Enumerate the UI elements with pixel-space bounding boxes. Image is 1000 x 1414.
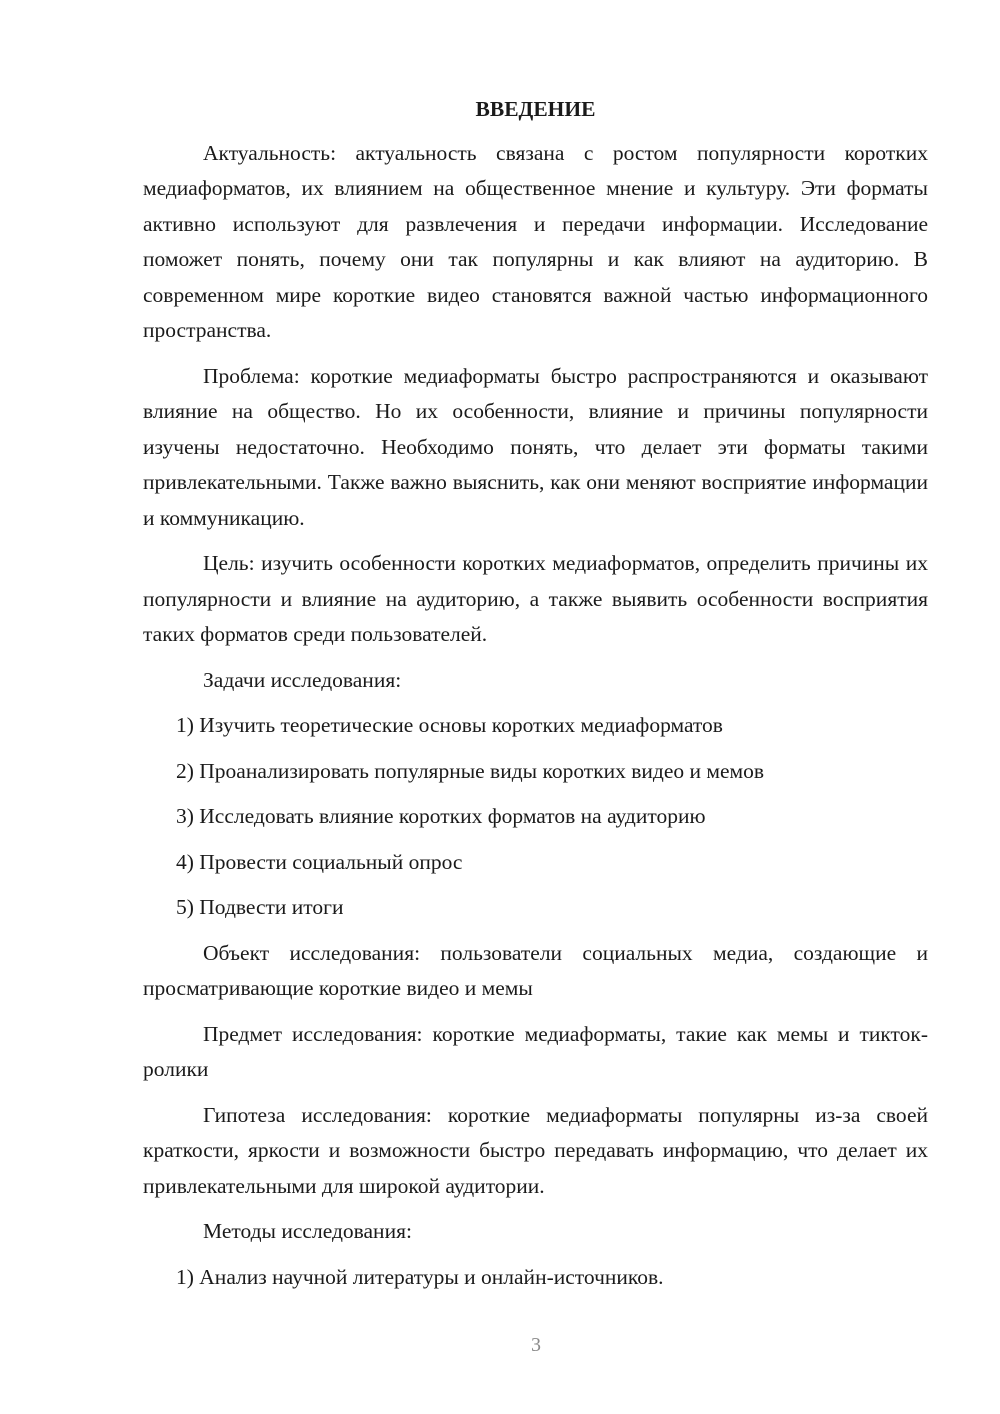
tasks-title: Задачи исследования: [203,667,402,692]
paragraph-subject: Предмет исследования: короткие медиаформаты, такие как мемы и тикток-ролики [143,1021,928,1081]
methods-title: Методы исследования: [203,1219,412,1243]
method-item: 1) Анализ научной литературы и онлайн-источников. [176,1264,664,1289]
paragraph-hypothesis: Гипотеза исследования: короткие медиаформаты популярны из-за своей краткости, яркости и возможности быстро передавать информацию, что делает их привлекательными для широкой аудитории. [143,1102,928,1198]
paragraph-goal: Цель: изучить особенности коротких медиаформатов, определить причины их популярности и влияние на аудиторию, а также выявить особенности восприятия таких форматов среди пользователей. [143,551,928,646]
document-body [143,92,928,1305]
task-item: 4) Провести социальный опрос [176,849,463,874]
task-item: 2) Проанализировать популярные виды коротких видео и мемов [176,758,765,783]
paragraph-relevance: Актуальность: актуальность связана с ростом популярности коротких медиаформатов, их влиянием на общественное мнение и культуру. Эти форматы активно используют для развлечения и передачи информации. Исследование поможет понять, почему они так популярны и как влияют на аудиторию. В современном мире короткие видео становятся важной частью информационного пространства. [143,140,928,342]
task-item: 3) Исследовать влияние коротких форматов на аудиторию [176,804,706,828]
section-heading: ВВЕДЕНИЕ [475,97,596,121]
task-item: 5) Подвести итоги [176,895,344,919]
paragraph-object: Объект исследования: пользователи социальных медиа, создающие и просматривающие короткие видео и мемы [143,940,928,1000]
paragraph-problem: Проблема: короткие медиаформаты быстро распространяются и оказывают влияние на общество. Но их особенности, влияние и причины популярности изучены недостаточно. Необходимо понять, что делает эти форматы такими привлекательными. Также важно выяснить, как они меняют восприятие информации и коммуникацию. [143,363,928,530]
page-number: 3 [531,1334,541,1356]
task-item: 1) Изучить теоретические основы коротких медиаформатов [176,713,723,737]
